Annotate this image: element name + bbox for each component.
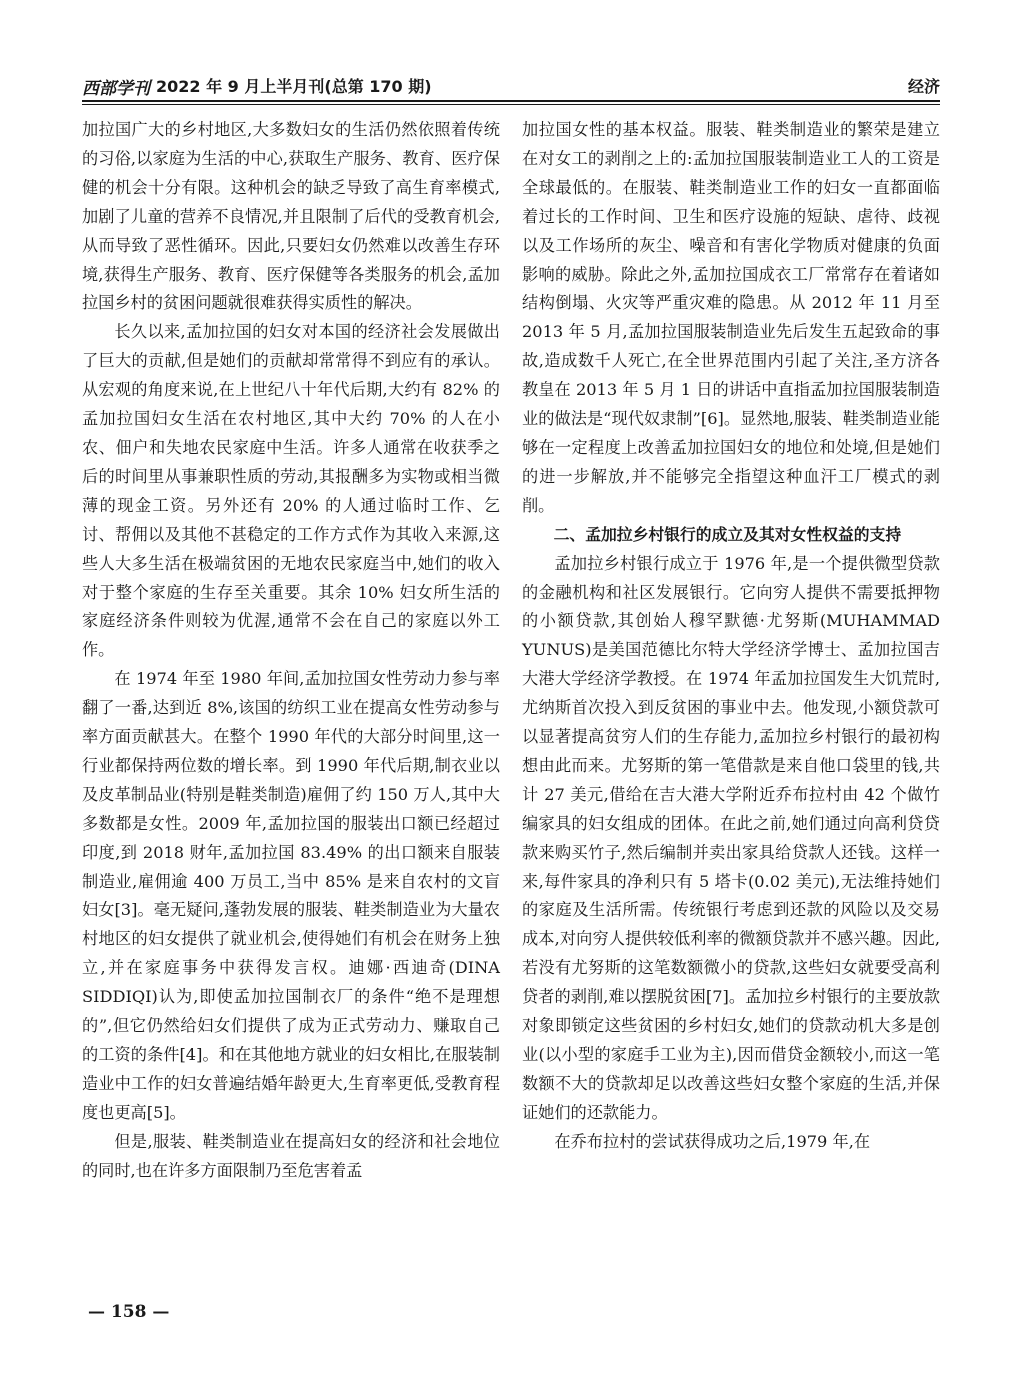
paragraph: 但是,服装、鞋类制造业在提高妇女的经济和社会地位的同时,也在许多方面限制乃至危害着孟 xyxy=(82,1131,500,1180)
paragraph: 长久以来,孟加拉国的妇女对本国的经济社会发展做出了巨大的贡献,但是她们的贡献却常常得不到应有的承认。从宏观的角度来说,在上世纪八十年代后期,大约有 82% 的孟加拉国妇女生活在农村地区,其中大约 70% 的人在小农、佃户和失地农民家庭中生活。许多人通常在收获季之后的时间里从事兼职性质的劳动,其报酬多为实物或相当微薄的现金工资。另外还有 20% 的人通过临时工作、乞讨、帮佣以及其他不甚稳定的工作方式作为其收入来源,这些人大多生活在极端贫困的无地农民家庭当中,她们的收入对于整个家庭的生存至关重要。其余 10% 妇女所生活的家庭经济条件则较为优渥,通常不会在自己的家庭以外工作。 xyxy=(82,322,500,660)
paragraph: 在 1974 年至 1980 年间,孟加拉国女性劳动力参与率翻了一番,达到近 8%,该国的纺织工业在提高女性劳动参与率方面贡献甚大。在整个 1990 年代的大部分时间里,这一行业都保持两位数的增长率。到 1990 年代后期,制衣业以及皮革制品业(特别是鞋类制造)雇佣了约 150 万人,其中大多数都是女性。2009 年,孟加拉国的服装出口额已经超过印度,到 2018 财年,孟加拉国 83.49% 的出口额来自服装制造业,雇佣逾 400 万员工,当中 85% 是来自农村的文盲妇女[3]。毫无疑问,蓬勃发展的服装、鞋类制造业为大量农村地区的妇女提供了就业机会,使得她们有机会在财务上独立,并在家庭事务中获得发言权。迪娜·西迪奇(DINA SIDDIQI)认为,即使孟加拉国制衣厂的条件“绝不是理想的”,但它仍然给妇女们提供了成为正式劳动力、赚取自己的工资的条件[4]。和在其他地方就业的妇女相比,在服装制造业中工作的妇女普遍结婚年龄更大,生育率更低,受教育程度也更高[5]。 xyxy=(82,669,500,1122)
header-rule-thin xyxy=(82,104,940,105)
left-column xyxy=(82,116,500,1186)
page-number: — 158 — xyxy=(88,1302,170,1322)
header-rule xyxy=(82,100,940,102)
section-name: 经济 xyxy=(907,77,940,96)
paragraph: 在乔布拉村的尝试获得成功之后,1979 年,在 xyxy=(554,1131,871,1151)
paragraph: 加拉国广大的乡村地区,大多数妇女的生活仍然依照着传统的习俗,以家庭为生活的中心,获取生产服务、教育、医疗保健的机会十分有限。这种机会的缺乏导致了高生育率模式,加剧了儿童的营养不良情况,并且限制了后代的受教育机会,从而导致了恶性循环。因此,只要妇女仍然难以改善生存环境,获得生产服务、教育、医疗保健等各类服务的机会,孟加拉国乡村的贫困问题就很难获得实质性的解决。 xyxy=(82,120,500,313)
paragraph: 加拉国女性的基本权益。服装、鞋类制造业的繁荣是建立在对女工的剥削之上的:孟加拉国服装制造业工人的工资是全球最低的。在服装、鞋类制造业工作的妇女一直都面临着过长的工作时间、卫生和医疗设施的短缺、虐待、歧视以及工作场所的灰尘、噪音和有害化学物质对健康的负面影响的威胁。除此之外,孟加拉国成衣工厂常常存在着诸如结构倒塌、火灾等严重灾难的隐患。从 2012 年 11 月至 2013 年 5 月,孟加拉国服装制造业先后发生五起致命的事故,造成数千人死亡,在全世界范围内引起了关注,圣方济各教皇在 2013 年 5 月 1 日的讲话中直指孟加拉国服装制造业的做法是“现代奴隶制”[6]。显然地,服装、鞋类制造业能够在一定程度上改善孟加拉国妇女的地位和处境,但是她们的进一步解放,并不能够完全指望这种血汗工厂模式的剥削。 xyxy=(522,120,940,515)
paragraph: 孟加拉乡村银行成立于 1976 年,是一个提供微型贷款的金融机构和社区发展银行。它向穷人提供不需要抵押物的小额贷款,其创始人穆罕默德·尤努斯(MUHAMMAD YUNUS)是美国范德比尔特大学经济学博士、孟加拉国吉大港大学经济学教授。在 1974 年孟加拉国发生大饥荒时,尤纳斯首次投入到反贫困的事业中去。他发现,小额贷款可以显著提高贫穷人们的生存能力,孟加拉乡村银行的最初构想由此而来。尤努斯的第一笔借款是来自他口袋里的钱,共计 27 美元,借给在吉大港大学附近乔布拉村由 42 个做竹编家具的妇女组成的团体。在此之前,她们通过向高利贷贷款来购买竹子,然后编制并卖出家具给贷款人还钱。这样一来,每件家具的净利只有 5 塔卡(0.02 美元),无法维持她们的家庭及生活所需。传统银行考虑到还款的风险以及交易成本,对向穷人提供较低利率的微额贷款并不感兴趣。因此,若没有尤努斯的这笔数额微小的贷款,这些妇女就要受高利贷者的剥削,难以摆脱贫困[7]。孟加拉乡村银行的主要放款对象即锁定这些贫困的乡村妇女,她们的贷款动机大多是创业(以小型的家庭手工业为主),因而借贷金额较小,而这一笔数额不大的贷款却足以改善这些妇女整个家庭的生活,并保证她们的还款能力。 xyxy=(522,553,940,1122)
section-heading: 二、孟加拉乡村银行的成立及其对女性权益的支持 xyxy=(553,524,902,544)
page-header xyxy=(82,68,940,102)
journal-logo: 西部学刊 xyxy=(82,79,150,99)
right-column xyxy=(522,116,940,1157)
issue-info: 2022 年 9 月上半月刊(总第 170 期) xyxy=(156,77,432,96)
